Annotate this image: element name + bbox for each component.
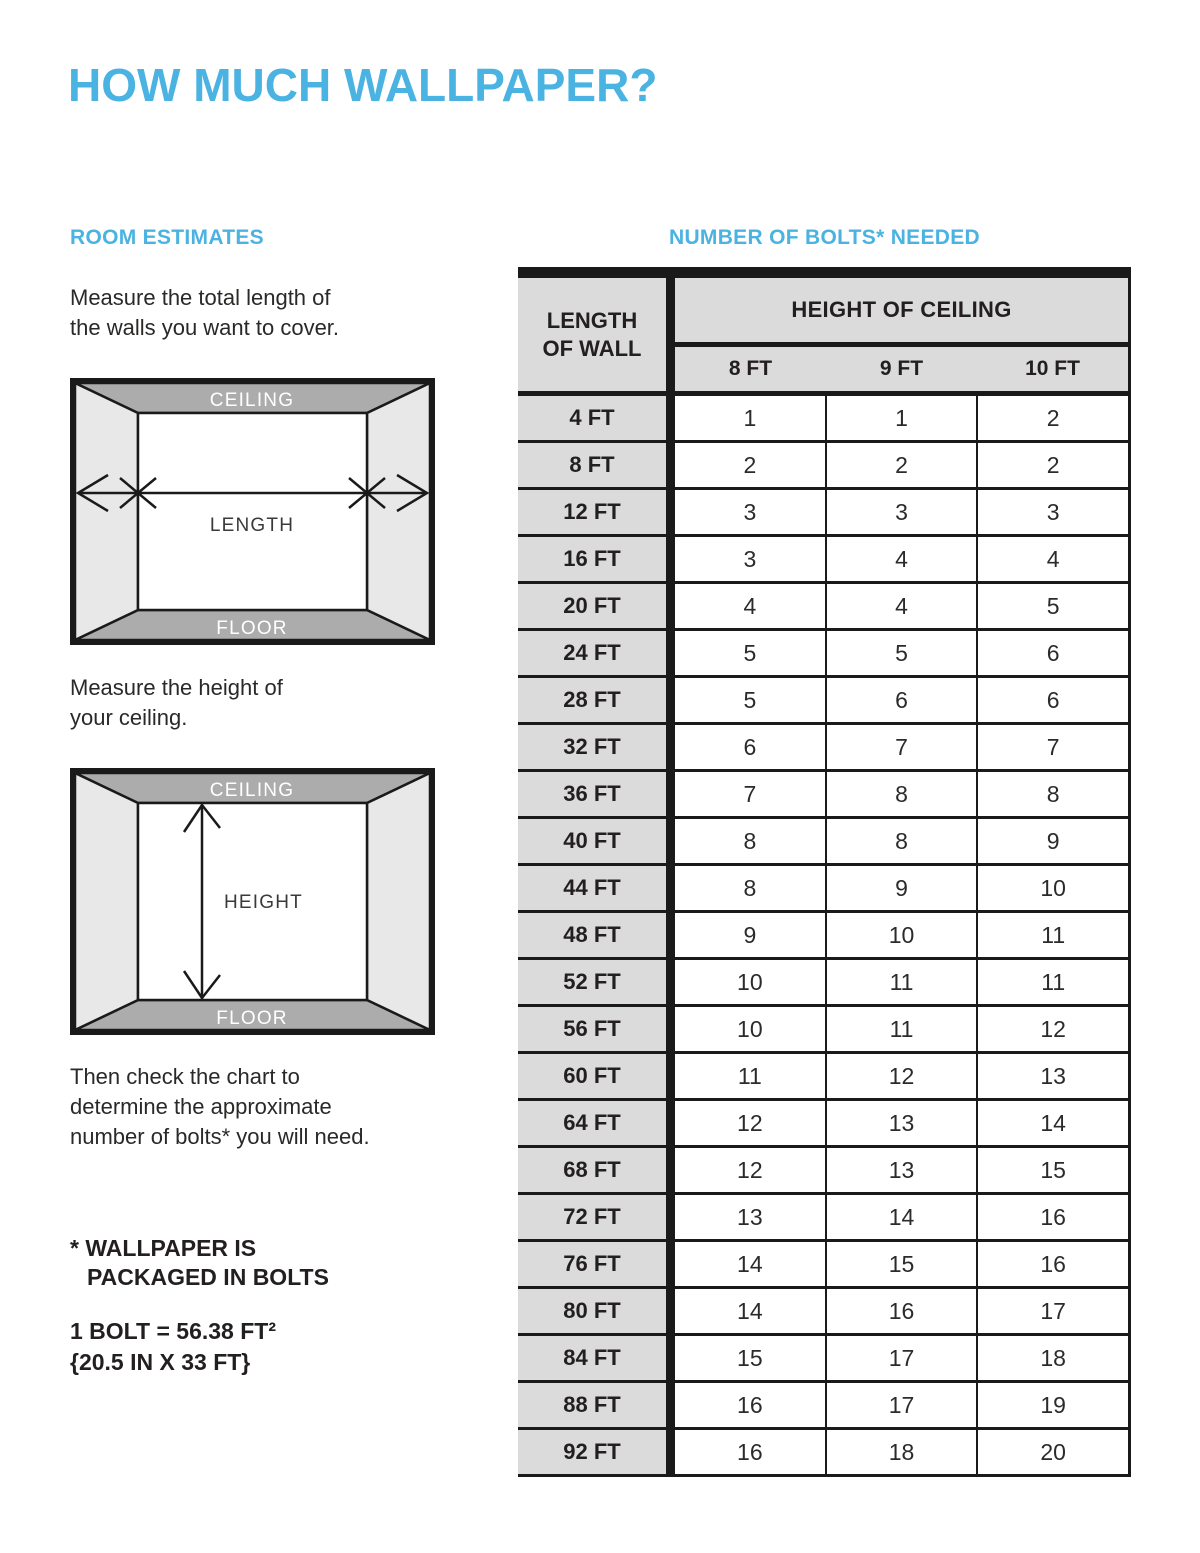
bolt-count-cell: 4 bbox=[825, 584, 977, 628]
table-header bbox=[518, 278, 1128, 396]
bolt-count-cell: 6 bbox=[976, 678, 1128, 722]
floor-label: FLOOR bbox=[216, 1008, 288, 1029]
table-row bbox=[518, 1242, 1128, 1289]
ceiling-height-column-headers bbox=[675, 347, 1128, 391]
bolt-count-cell: 3 bbox=[825, 490, 977, 534]
bolt-count-cell: 12 bbox=[675, 1148, 825, 1192]
ceiling-label: CEILING bbox=[209, 390, 295, 411]
bolt-size-line: 1 BOLT = 56.38 FT² bbox=[70, 1318, 276, 1344]
bolt-count-cell: 1 bbox=[825, 396, 977, 440]
bolt-count-cell: 17 bbox=[825, 1383, 977, 1427]
floor-label: FLOOR bbox=[216, 618, 288, 639]
bolt-count-cell: 15 bbox=[825, 1242, 977, 1286]
bolt-count-cell: 11 bbox=[976, 960, 1128, 1004]
table-row bbox=[518, 866, 1128, 913]
bolt-count-cell: 14 bbox=[825, 1195, 977, 1239]
instruction-line: Measure the total length of bbox=[70, 285, 331, 310]
ceiling-label: CEILING bbox=[209, 780, 295, 801]
column-header-9ft: 9 FT bbox=[879, 357, 924, 380]
bolt-count-cell: 2 bbox=[976, 443, 1128, 487]
bolt-count-cell: 8 bbox=[825, 819, 977, 863]
instruction-line: the walls you want to cover. bbox=[70, 315, 340, 340]
bolt-count-cell: 4 bbox=[675, 584, 825, 628]
bolt-count-cell: 16 bbox=[675, 1383, 825, 1427]
bolt-count-cell: 12 bbox=[825, 1054, 977, 1098]
bolt-count-cell: 3 bbox=[976, 490, 1128, 534]
bolt-count-cell: 4 bbox=[976, 537, 1128, 581]
instruction-measure-height bbox=[70, 673, 283, 733]
bolt-count-cell: 9 bbox=[675, 913, 825, 957]
bolt-count-cell: 12 bbox=[976, 1007, 1128, 1051]
bolt-count-cell: 3 bbox=[675, 490, 825, 534]
table-top-bar bbox=[518, 267, 1128, 278]
bolt-count-cell: 7 bbox=[675, 772, 825, 816]
bolt-count-cell: 16 bbox=[675, 1430, 825, 1474]
bolt-count-cell: 5 bbox=[675, 631, 825, 675]
bolt-count-cell: 10 bbox=[675, 960, 825, 1004]
bolt-count-cell: 6 bbox=[976, 631, 1128, 675]
wall-length-cell: 72 FT bbox=[518, 1195, 675, 1239]
bolt-count-cell: 10 bbox=[825, 913, 977, 957]
table-row bbox=[518, 631, 1128, 678]
wallpaper-bolts-footnote bbox=[70, 1234, 329, 1292]
table-row bbox=[518, 678, 1128, 725]
bolt-table-body bbox=[518, 396, 1128, 1477]
wall-length-cell: 76 FT bbox=[518, 1242, 675, 1286]
length-label: LENGTH bbox=[209, 515, 295, 536]
bolt-count-cell: 11 bbox=[976, 913, 1128, 957]
bolt-count-cell: 6 bbox=[825, 678, 977, 722]
table-row bbox=[518, 960, 1128, 1007]
wall-length-cell: 16 FT bbox=[518, 537, 675, 581]
table-row bbox=[518, 443, 1128, 490]
bolt-count-cell: 17 bbox=[976, 1289, 1128, 1333]
wall-length-cell: 48 FT bbox=[518, 913, 675, 957]
bolt-count-cell: 5 bbox=[976, 584, 1128, 628]
bolt-count-cell: 7 bbox=[825, 725, 977, 769]
bolt-count-cell: 10 bbox=[976, 866, 1128, 910]
instruction-check-chart bbox=[70, 1062, 370, 1152]
table-row bbox=[518, 772, 1128, 819]
bolt-count-cell: 18 bbox=[825, 1430, 977, 1474]
table-row bbox=[518, 725, 1128, 772]
bolt-count-cell: 10 bbox=[675, 1007, 825, 1051]
wall-length-cell: 56 FT bbox=[518, 1007, 675, 1051]
footnote-line: * WALLPAPER IS bbox=[70, 1235, 257, 1261]
bolt-count-cell: 8 bbox=[675, 866, 825, 910]
bolt-count-cell: 1 bbox=[675, 396, 825, 440]
left-wall-surface bbox=[75, 773, 138, 1030]
bolt-count-cell: 14 bbox=[675, 1289, 825, 1333]
bolt-count-cell: 2 bbox=[825, 443, 977, 487]
bolt-count-cell: 13 bbox=[976, 1054, 1128, 1098]
bolt-count-cell: 16 bbox=[976, 1242, 1128, 1286]
table-row bbox=[518, 396, 1128, 443]
instruction-line: determine the approximate bbox=[70, 1094, 332, 1119]
instruction-measure-length bbox=[70, 283, 339, 343]
table-row bbox=[518, 1336, 1128, 1383]
bolt-size-info bbox=[70, 1316, 276, 1378]
length-of-wall-header-line: LENGTH bbox=[546, 307, 638, 333]
bolt-count-cell: 12 bbox=[675, 1101, 825, 1145]
bolt-count-cell: 11 bbox=[825, 1007, 977, 1051]
bolt-count-cell: 19 bbox=[976, 1383, 1128, 1427]
bolt-count-cell: 13 bbox=[675, 1195, 825, 1239]
right-wall-surface bbox=[367, 773, 430, 1030]
length-of-wall-header-line: OF WALL bbox=[542, 335, 642, 361]
wall-length-cell: 68 FT bbox=[518, 1148, 675, 1192]
back-wall-surface bbox=[138, 413, 367, 610]
bolt-count-cell: 8 bbox=[976, 772, 1128, 816]
wall-length-cell: 92 FT bbox=[518, 1430, 675, 1474]
wall-length-cell: 32 FT bbox=[518, 725, 675, 769]
bolt-count-cell: 2 bbox=[976, 396, 1128, 440]
wall-length-cell: 60 FT bbox=[518, 1054, 675, 1098]
table-row bbox=[518, 1148, 1128, 1195]
bolt-count-cell: 2 bbox=[675, 443, 825, 487]
table-row bbox=[518, 819, 1128, 866]
wall-length-cell: 12 FT bbox=[518, 490, 675, 534]
instruction-line: Measure the height of bbox=[70, 675, 283, 700]
bolt-count-cell: 16 bbox=[976, 1195, 1128, 1239]
page-title: HOW MUCH WALLPAPER? bbox=[68, 59, 658, 111]
instruction-line: Then check the chart to bbox=[70, 1064, 300, 1089]
table-row bbox=[518, 537, 1128, 584]
wall-length-cell: 20 FT bbox=[518, 584, 675, 628]
height-of-ceiling-header: HEIGHT OF CEILING bbox=[675, 278, 1128, 347]
wall-length-cell: 4 FT bbox=[518, 396, 675, 440]
bolt-count-cell: 13 bbox=[825, 1148, 977, 1192]
column-header-8ft: 8 FT bbox=[728, 357, 773, 380]
length-of-wall-header bbox=[518, 278, 675, 391]
wall-length-cell: 64 FT bbox=[518, 1101, 675, 1145]
table-row bbox=[518, 1430, 1128, 1477]
wall-length-cell: 28 FT bbox=[518, 678, 675, 722]
bolt-count-cell: 11 bbox=[825, 960, 977, 1004]
table-row bbox=[518, 1289, 1128, 1336]
wall-length-cell: 24 FT bbox=[518, 631, 675, 675]
wall-length-cell: 40 FT bbox=[518, 819, 675, 863]
bolts-needed-heading: NUMBER OF BOLTS* NEEDED bbox=[668, 226, 981, 249]
ceiling-height-header-group bbox=[675, 278, 1128, 391]
bolt-count-cell: 4 bbox=[825, 537, 977, 581]
bolt-count-cell: 9 bbox=[825, 866, 977, 910]
table-row bbox=[518, 1007, 1128, 1054]
wall-length-cell: 36 FT bbox=[518, 772, 675, 816]
bolt-count-cell: 6 bbox=[675, 725, 825, 769]
bolt-count-cell: 5 bbox=[825, 631, 977, 675]
bolt-size-line: {20.5 IN X 33 FT} bbox=[70, 1349, 251, 1375]
table-row bbox=[518, 1101, 1128, 1148]
bolt-count-cell: 11 bbox=[675, 1054, 825, 1098]
bolt-count-cell: 14 bbox=[976, 1101, 1128, 1145]
bolt-count-cell: 16 bbox=[825, 1289, 977, 1333]
wall-length-cell: 84 FT bbox=[518, 1336, 675, 1380]
wall-length-cell: 44 FT bbox=[518, 866, 675, 910]
bolt-count-cell: 8 bbox=[675, 819, 825, 863]
table-row bbox=[518, 584, 1128, 631]
table-row bbox=[518, 1054, 1128, 1101]
bolt-count-cell: 17 bbox=[825, 1336, 977, 1380]
footnote-line: PACKAGED IN BOLTS bbox=[87, 1264, 329, 1290]
wall-length-cell: 80 FT bbox=[518, 1289, 675, 1333]
bolt-count-cell: 15 bbox=[675, 1336, 825, 1380]
column-header-10ft: 10 FT bbox=[1025, 357, 1080, 380]
bolt-count-cell: 5 bbox=[675, 678, 825, 722]
bolt-count-cell: 13 bbox=[825, 1101, 977, 1145]
table-row bbox=[518, 490, 1128, 537]
room-length-diagram bbox=[70, 378, 435, 645]
instruction-line: number of bolts* you will need. bbox=[70, 1124, 370, 1149]
bolt-count-cell: 9 bbox=[976, 819, 1128, 863]
bolt-count-cell: 14 bbox=[675, 1242, 825, 1286]
table-row bbox=[518, 1195, 1128, 1242]
wall-length-cell: 88 FT bbox=[518, 1383, 675, 1427]
room-height-diagram bbox=[70, 768, 435, 1035]
wall-length-cell: 8 FT bbox=[518, 443, 675, 487]
bolts-needed-table bbox=[518, 267, 1131, 1477]
bolt-count-cell: 3 bbox=[675, 537, 825, 581]
bolt-count-cell: 7 bbox=[976, 725, 1128, 769]
bolt-count-cell: 20 bbox=[976, 1430, 1128, 1474]
height-label: HEIGHT bbox=[224, 892, 303, 913]
room-estimates-heading: ROOM ESTIMATES bbox=[70, 226, 264, 249]
bolt-count-cell: 18 bbox=[976, 1336, 1128, 1380]
wall-length-cell: 52 FT bbox=[518, 960, 675, 1004]
table-row bbox=[518, 1383, 1128, 1430]
instruction-line: your ceiling. bbox=[70, 705, 188, 730]
bolt-count-cell: 15 bbox=[976, 1148, 1128, 1192]
table-row bbox=[518, 913, 1128, 960]
bolt-count-cell: 8 bbox=[825, 772, 977, 816]
